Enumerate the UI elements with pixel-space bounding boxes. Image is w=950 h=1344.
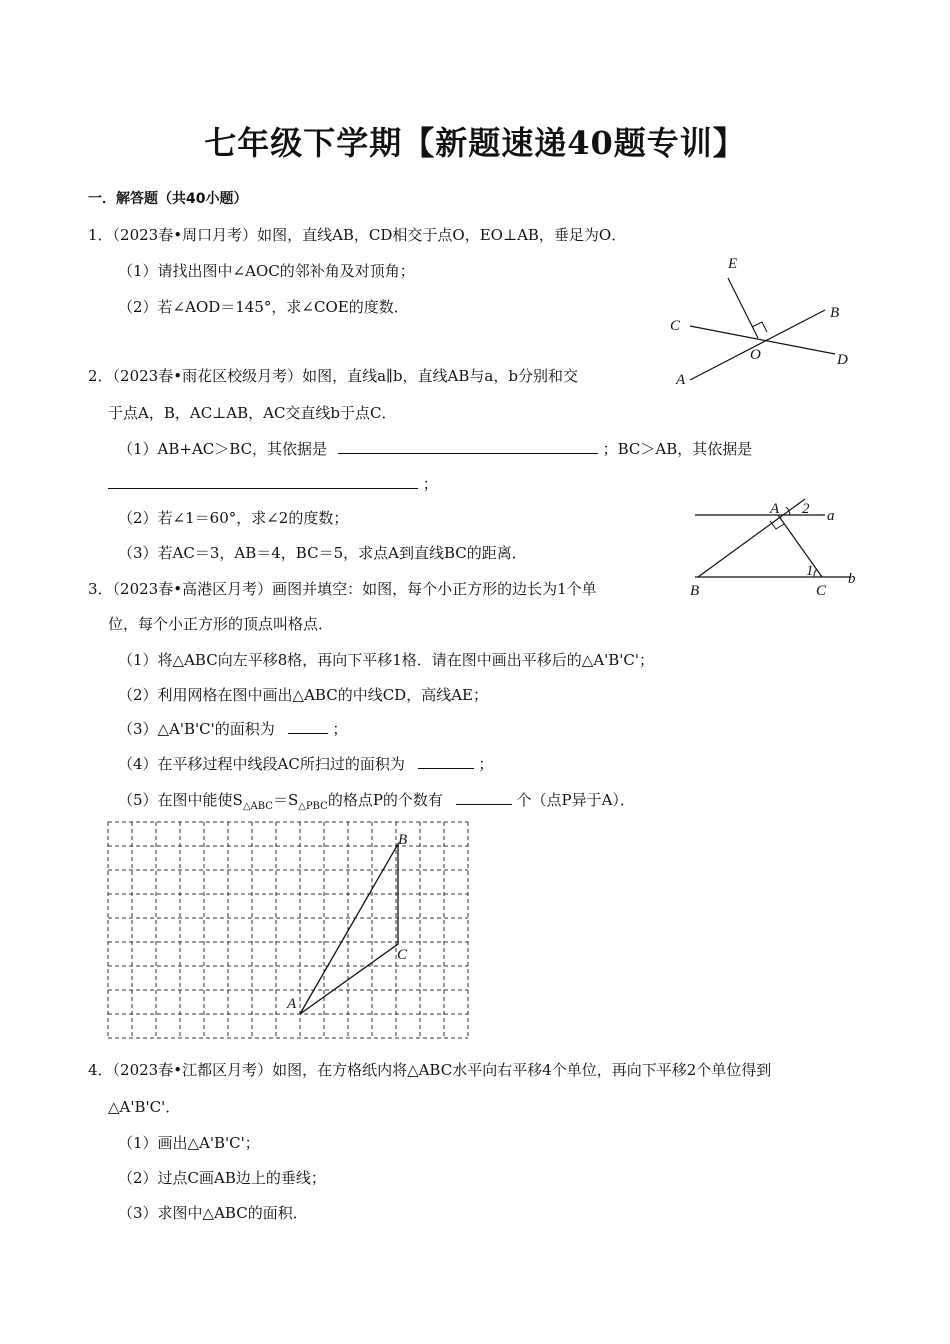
q1-stem: 1．（2023春•周口月考）如图，直线AB，CD相交于点O，EO⊥AB，垂足为O．	[88, 226, 627, 244]
q3-stem-1: 3．（2023春•高港区月考）画图并填空：如图，每个小正方形的边长为1个单	[88, 580, 597, 598]
label-2: 2	[802, 501, 810, 517]
q3-part1: （1）将△ABC向左平移8格，再向下平移1格．请在图中画出平移后的△A'B'C'；	[118, 651, 655, 669]
label-c: C	[397, 947, 408, 963]
angle-1-arc	[814, 569, 817, 577]
label-line-a: a	[827, 508, 835, 524]
page-title: 七年级下学期【新题速递40题专训】	[204, 124, 746, 162]
q3-blank-2[interactable]	[418, 754, 474, 769]
q2-blank-1[interactable]	[338, 439, 598, 454]
label-e: E	[728, 256, 738, 272]
q1-figure	[660, 250, 860, 390]
q3-part2: （2）利用网格在图中画出△ABC的中线CD，高线AE；	[118, 686, 488, 704]
right-angle-mark	[770, 521, 784, 529]
q3-part4-text: （4）在平移过程中线段AC所扫过的面积为	[118, 755, 405, 773]
q4-part2: （2）过点C画AB边上的垂线；	[118, 1169, 326, 1187]
q4-part1: （1）画出△A'B'C'；	[118, 1134, 260, 1152]
line-ab	[690, 310, 825, 380]
q3-part5-a: （5）在图中能使S	[118, 791, 243, 809]
q1-part2: （2）若∠AOD＝145°，求∠COE的度数．	[118, 298, 409, 316]
label-a-point: A	[770, 501, 780, 517]
q3-grid-figure	[108, 822, 472, 1042]
label-o: O	[750, 347, 761, 363]
q4-stem-1: 4．（2023春•江都区月考）如图，在方格纸内将△ABC水平向右平移4个单位，再向下平移2个单位得到	[88, 1061, 772, 1079]
q3-part5	[118, 790, 635, 817]
label-c: C	[670, 318, 681, 334]
q3-blank-3[interactable]	[456, 790, 512, 805]
q3-part5-b: ＝S	[272, 791, 299, 809]
q2-part1	[118, 439, 752, 459]
q2-blank-2[interactable]	[108, 474, 418, 489]
q3-blank-1[interactable]	[288, 719, 328, 734]
q2-stem-1: 2．（2023春•雨花区校级月考）如图，直线a∥b，直线AB与a，b分别和交	[88, 367, 578, 385]
q2-part1-b: ；BC＞AB，其依据是	[602, 440, 753, 458]
q2-part1-cont	[108, 474, 438, 494]
q4-part3: （3）求图中△ABC的面积．	[118, 1204, 308, 1222]
q3-part3	[118, 719, 347, 739]
q1-part1: （1）请找出图中∠AOC的邻补角及对顶角；	[118, 262, 415, 280]
label-a: A	[676, 372, 686, 388]
line-eo	[728, 278, 758, 338]
q2-figure	[690, 485, 870, 605]
q2-part1-a: （1）AB+AC＞BC，其依据是	[118, 440, 328, 458]
label-a: A	[287, 996, 297, 1012]
q3-part5-c: 的格点P的个数有	[327, 791, 443, 809]
q3-part4	[118, 754, 493, 774]
label-b: B	[830, 305, 840, 321]
q4-stem-2: △A'B'C'．	[108, 1098, 181, 1116]
q3-part3-text: （3）△A'B'C'的面积为	[118, 720, 275, 738]
label-b-point: B	[690, 583, 700, 599]
label-b: B	[398, 832, 408, 848]
label-line-b: b	[848, 571, 856, 587]
q3-part3-end: ；	[332, 720, 348, 738]
segment-ac	[778, 515, 822, 577]
label-c-point: C	[816, 583, 827, 599]
q2-stem-2: 于点A，B，AC⊥AB，AC交直线b于点C．	[108, 404, 397, 422]
q2-part2: （2）若∠1＝60°，求∠2的度数；	[118, 509, 349, 527]
q3-part5-d: 个（点P异于A）．	[516, 791, 635, 809]
line-cd	[690, 326, 835, 354]
section-heading: 一．解答题（共40小题）	[88, 191, 248, 207]
q3-part4-end: ；	[478, 755, 494, 773]
label-1: 1	[806, 563, 814, 579]
label-d: D	[837, 352, 848, 368]
q2-part1-c: ；	[422, 475, 438, 493]
q3-sub-abc: △ABC	[242, 801, 273, 812]
q3-sub-pbc: △PBC	[298, 801, 328, 812]
q3-stem-2: 位，每个小正方形的顶点叫格点．	[108, 615, 334, 633]
q2-part3: （3）若AC＝3，AB＝4，BC＝5，求点A到直线BC的距离．	[118, 544, 527, 562]
